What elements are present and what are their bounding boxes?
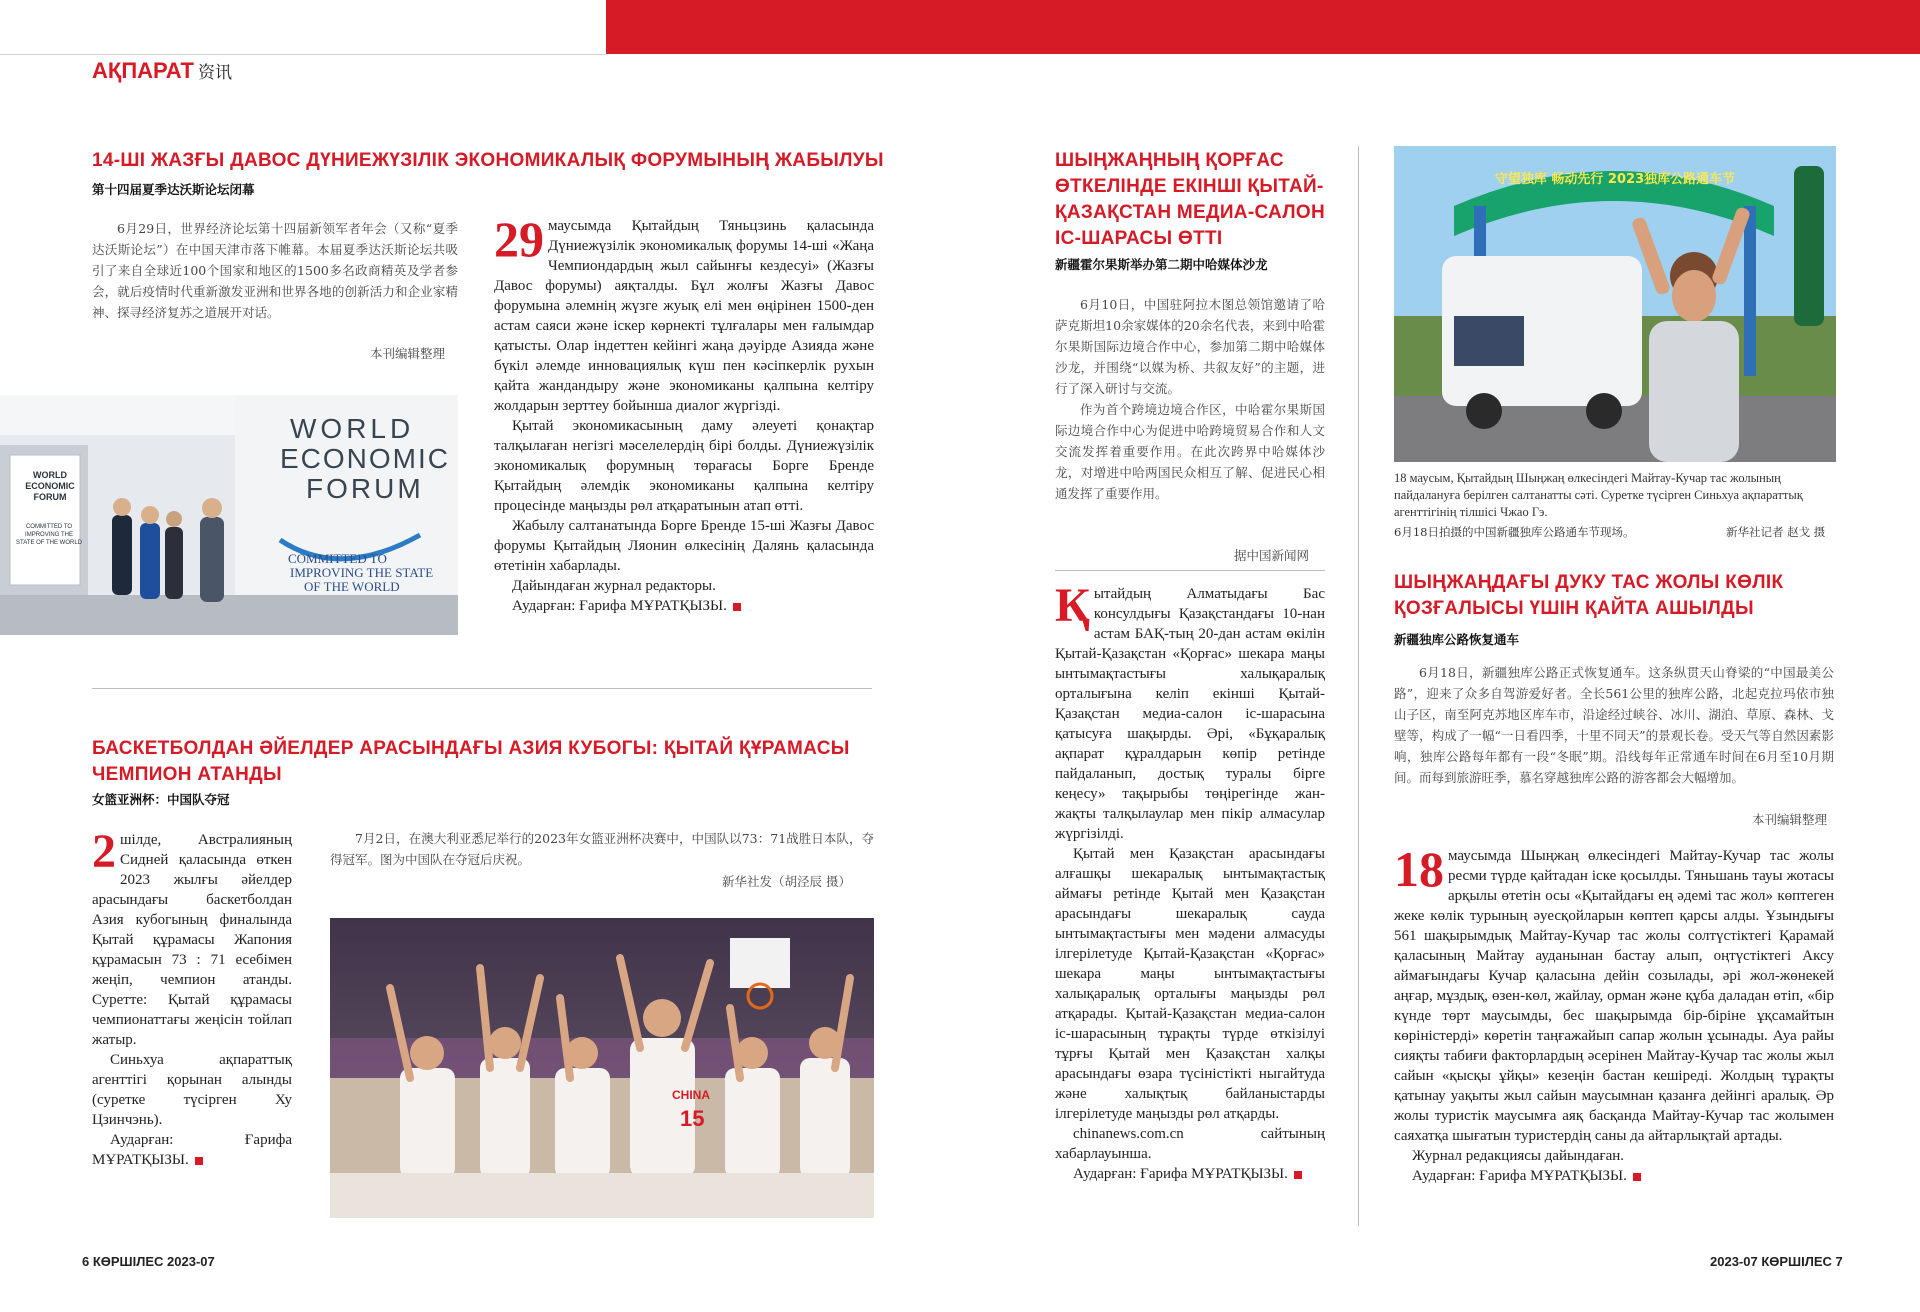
wef-right-tag-1: COMMITTED TO: [288, 551, 387, 566]
wef-right-tag-3: OF THE WORLD: [304, 579, 400, 594]
end-mark: [733, 603, 741, 611]
article2-zh-credit: 新华社发（胡泾辰 摄）: [722, 874, 851, 889]
wef-right-logo-2: ECONOMIC: [280, 443, 450, 474]
wef-right-tag-2: IMPROVING THE STATE: [290, 565, 434, 580]
article2-dropcap: 2: [92, 825, 116, 878]
column-divider: [1358, 146, 1359, 1226]
wef-left-tagline: COMMITTED TO IMPROVING THE STATE OF THE WORLD: [16, 524, 83, 546]
article1-kz-p1: маусымда Қытайдың Тяньцзинь қаласында Дүниежүзілік экономикалық форумы 14-ші «Жаңа Чемпиондардың жыл сайынғы кездесуі» (Жазғы Давос форумы) аяқталды. Бұл жолғы Жазғы Давос форумына әлемнің жүзге жуық елі мен өңірінен 1500-ден астам саяси және іскер көрнекті тұлғалары мен ғалымдар қатысты. Олар індеттен кейінгі жаңа дәуірде Азияда және бүкіл әлемде инновациялық күш пен кәсіпкерлік рухын қайта жандандыру және экономиканы қалпына келтіру жолдарын зерттеу бойынша диалог жүргізді.: [494, 218, 874, 414]
article1-kz-p4: Дайындаған журнал редакторы.: [512, 578, 716, 594]
road-photo-caption-credit: 新华社记者 赵戈 摄: [1726, 525, 1826, 539]
article1-kz-p5: Аударған: Ғарифа МҰРАТҚЫЗЫ.: [512, 598, 727, 614]
article1-dropcap: 29: [494, 211, 544, 267]
footer-right: 2023-07 КӨРШІЛЕС 7: [1710, 1254, 1843, 1269]
road-festival-photo: [1394, 146, 1836, 462]
article4-zh-credit: 本刊编辑整理: [1752, 812, 1828, 827]
end-mark: [195, 1157, 203, 1165]
article1-zh-paragraph: 6月29日，世界经济论坛第十四届新领军者年会（又称“夏季达沃斯论坛”）在中国天津市落下帷幕。本届夏季达沃斯论坛共吸引了来自全球近100个国家和地区的1500多名政商精英及学者参会，就后疫情时代重新激发亚洲和世界各地的创新活力和企业家精神、探寻经济复苏之道展开对话。: [92, 221, 458, 320]
article1-kz-p2: Қытай экономикасының даму әлеуеті қонақтар талқылаған негізгі мәселелердің бірі болды. Дүниежүзілік экономикалық форумның төрағасы Борге Бренде Қытайдың әлемдік экономиканы қалпына келтіру процесінде маңызды рөл атқаратынын атап өтті.: [494, 418, 874, 514]
wef-right-logo-3: FORUM: [306, 473, 424, 504]
section-label-kz: АҚПАРАТ: [92, 58, 194, 83]
footer-left: 6 КӨРШІЛЕС 2023-07: [82, 1254, 215, 1269]
article2-zh-body: [330, 828, 874, 870]
article2-zh-paragraph: 7月2日，在澳大利亚悉尼举行的2023年女篮亚洲杯决赛中，中国队以73：71战胜日本队，夺得冠军。图为中国队在夺冠后庆祝。: [330, 831, 874, 867]
header-rule: [0, 54, 606, 55]
article1-subtitle: 第十四届夏季达沃斯论坛闭幕: [92, 182, 255, 197]
article2-kz-body: [92, 825, 292, 1170]
end-mark: [1294, 1171, 1302, 1179]
basketball-photo: [330, 918, 874, 1218]
article2-subtitle: 女篮亚洲杯：中国队夺冠: [92, 792, 230, 807]
article3-dropcap: Қ: [1055, 579, 1090, 632]
article4-kz-p1: маусымда Шыңжаң өлкесіндегі Майтау-Кучар тас жолы ресми түрде қайтадан іске қосылды. Тяньшань тауы жотасы арқылы өтетін осы «Қытайдағы ең әдемі тас жол» көптеген жеке көлік турының әуесқойларын көптеп қарсы алды. Ұзындығы 561 шақырымдық Майтау-Кучар тас жолы солтүстіктегі Қарамай қаласының Майтау ауданынан бастау алып, оңтүстіктегі Аксу аймағындағы Кучар қаласына дейін созылады, әрі жол-жөнекей аңғар, мұздық, өзен-көл, жайлау, орман және құба даладан өтіп, «бір күнде төрт маусымды, бес шақырымда бір-біріне ұқсамайтын көріністерді» көретін таңғажайып сапар жолын ұсынады. Ауа райы сияқты табиғи факторлардың әсерінен Майтау-Кучар тас жолы жыл сайын «қысқы ұйқы» кезеңін бастан кешіреді. Жолдың тұрақты қатынау уақыты жыл сайын маусымнан қазанға дейінгі аралық. Әр жолы туристік маусымға аяқ басқанда Майтау-Кучар тас жолымен саяхатқа шығатын туристердің саны да айтарлықтай артады.: [1394, 848, 1834, 1144]
article1-zh-credit: 本刊编辑整理: [370, 346, 446, 361]
article1-kz-body: [494, 211, 874, 616]
article3-kz-body: [1055, 579, 1325, 1184]
article1-title: 14-ШІ ЖАЗҒЫ ДАВОС ДҮНИЕЖҮЗІЛІК ЭКОНОМИКАЛЫҚ ФОРУМЫНЫҢ ЖАБЫЛУЫ: [92, 150, 884, 171]
article-divider: [92, 688, 872, 689]
article1-kz-p3: Жабылу салтанатында Борге Бренде 15-ші Жазғы Давос форумы Қытайдың Ляонин өлкесінің Далянь қаласында өтетінін хабарлады.: [494, 518, 874, 574]
jersey-text: CHINA: [672, 1088, 710, 1102]
article3-kz-p4: Аударған: Ғарифа МҰРАТҚЫЗЫ.: [1073, 1166, 1288, 1182]
article3-zh-credit: 据中国新闻网: [1234, 548, 1310, 563]
road-photo-caption-kz: 18 маусым, Қытайдың Шыңжаң өлкесіндегі Майтау-Кучар тас жолының пайдалануға берілген салтанатты сәті. Суретке түсірген Синьхуа ақпараттық агенттігінің тілшісі Чжао Гэ.: [1394, 471, 1803, 519]
article3-zh-body: [1055, 294, 1325, 504]
jersey-number: 15: [680, 1106, 705, 1131]
article2-kz-p1: шілде, Австралияның Сидней қаласында өткен 2023 жылғы әйелдер арасындағы баскетболдан Азия кубогының финалында Қытай құрамасы Жапония құрамасын 73 : 71 есебімен жеңіп, чемпион атанды. Суретте: Қытай құрамасы чемпионаттағы жеңісін тойлап жатыр.: [92, 832, 292, 1048]
wef-photo: [0, 395, 458, 635]
road-photo-caption-zh: 6月18日拍摄的中国新疆独库公路通车节现场。: [1394, 525, 1635, 539]
article3-kz-p3: chinanews.com.cn сайтының хабарлауынша.: [1055, 1126, 1325, 1162]
wef-right-logo-1: WORLD: [290, 413, 415, 444]
article1-zh-body: [92, 218, 458, 323]
wef-left-logo: WORLD ECONOMIC FORUM: [25, 470, 75, 502]
article2-title: БАСКЕТБОЛДАН ӘЙЕЛДЕР АРАСЫНДАҒЫ АЗИЯ КУБОГЫ: ҚЫТАЙ ҚҰРАМАСЫ ЧЕМПИОН АТАНДЫ: [92, 738, 850, 785]
article3-kz-p1: ытайдың Алматыдағы Бас консулдығы Қазақстандағы 10-нан астам БАҚ-тың 20-дан астам өкілін Қытай-Қазақстан «Қорғас» шекара маңы ынтымақтастығы халықаралық орталығына келіп екінші Қытай-Қазақстан медиа-салон іс-шарасына қатысуға шақырды. Әрі, «Бұқаралық ақпарат құралдарын көпір ретінде пайдаланып, достық туралы бірге кеңесу» тақырыбы төңірегінде жан-жақты талқылаулар мен пікір алмасулар жүргізілді.: [1055, 586, 1325, 842]
basketball-photo-graphic: [330, 918, 874, 1218]
article4-zh-body: [1394, 662, 1834, 788]
end-mark: [1633, 1173, 1641, 1181]
article3-subtitle: 新疆霍尔果斯举办第二期中哈媒体沙龙: [1055, 257, 1268, 272]
article4-kz-p2: Журнал редакциясы дайындаған.: [1412, 1148, 1625, 1164]
article2-kz-p3: Аударған: Ғарифа МҰРАТҚЫЗЫ.: [92, 1132, 292, 1168]
article3-title: ШЫҢЖАҢНЫҢ ҚОРҒАС ӨТКЕЛІНДЕ ЕКІНШІ ҚЫТАЙ-ҚАЗАҚСТАН МЕДИА-САЛОН ІС-ШАРАСЫ ӨТТІ: [1055, 150, 1325, 249]
article4-kz-p3: Аударған: Ғарифа МҰРАТҚЫЗЫ.: [1412, 1168, 1627, 1184]
road-festival-photo-graphic: [1394, 146, 1836, 462]
article4-zh-paragraph: 6月18日，新疆独库公路正式恢复通车。这条纵贯天山脊梁的“中国最美公路”，迎来了众多自驾游爱好者。全长561公里的独库公路，北起克拉玛依市独山子区，南至阿克苏地区库车市，沿途经过峡谷、冰川、湖泊、草原、森林、戈壁等，构成了一幅“一日看四季，十里不同天”的景观长卷。受天气等自然因素影响，独库公路每年都有一段“冬眠”期。沿线每年正常通车时间在6月至10月期间。而每到旅游旺季，慕名穿越独库公路的游客都会大幅增加。: [1394, 665, 1834, 785]
section-label: [92, 58, 232, 84]
article3-kz-p2: Қытай мен Қазақстан арасындағы алғашқы шекаралық ынтымақтастық аймағы ретінде Қытай мен Қазақстан арасындағы шекаралық сауда ынтымақтастығы мен мәдени алмасуды ілгерілетуде Қытай-Қазақстан «Қорғас» шекара маңы ынтымақтастығы халықаралық орталығы маңызды рөл атқарады. Қытай-Қазақстан медиа-салон іс-шарасының тұрақты түрде өткізілуі тұрғы Қытай мен Қазақстан халқы арасындағы өзара түсіністікті ныгайтуда және халықтық байланыстарды ілгерілетуде маңызды рөл атқарды.: [1055, 846, 1325, 1122]
festival-banner-text: 守望独库 畅动先行 2023独库公路通车节: [1494, 172, 1736, 187]
article4-kz-body: [1394, 841, 1834, 1186]
article3-divider: [1055, 570, 1325, 571]
header-red-bar: [606, 0, 1920, 54]
article3-zh-p2: 作为首个跨境边境合作区，中哈霍尔果斯国际边境合作中心为促进中哈跨境贸易合作和人文交流发挥着重要作用。在此次跨界中哈媒体沙龙，对增进中哈两国民众相互了解、促进民心相通发挥了重要作用。: [1055, 402, 1325, 501]
article3-zh-p1: 6月10日，中国驻阿拉木图总领馆邀请了哈萨克斯坦10余家媒体的20余名代表，来到中哈霍尔果斯国际边境合作中心，参加第二期中哈媒体沙龙，并围绕“以媒为桥、共叙友好”的主题，进行了深入研讨与交流。: [1055, 297, 1325, 396]
article2-kz-p2: Синьхуа ақпараттық агенттігі қорынан алынды (суретке түсірген Ху Цзинчэнь).: [92, 1052, 292, 1128]
article4-subtitle: 新疆独库公路恢复通车: [1394, 632, 1520, 647]
section-label-zh: 资讯: [198, 63, 232, 82]
article4-title: ШЫҢЖАҢДАҒЫ ДУКУ ТАС ЖОЛЫ КӨЛІК ҚОЗҒАЛЫСЫ ҮШІН ҚАЙТА АШЫЛДЫ: [1394, 572, 1784, 619]
article4-dropcap: 18: [1394, 841, 1444, 897]
